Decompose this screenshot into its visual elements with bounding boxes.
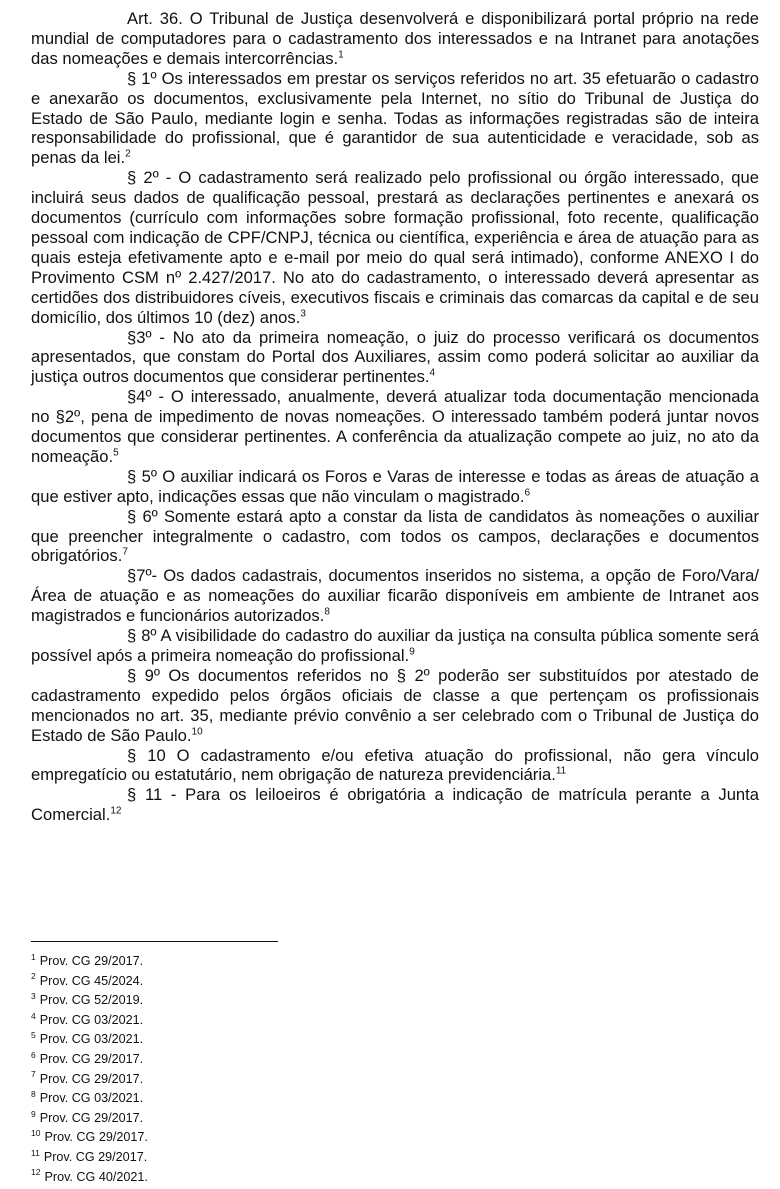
- footnote: [31, 952, 631, 972]
- footnote-number: 5: [31, 1030, 36, 1041]
- footnote-number: 9: [31, 1108, 36, 1119]
- footnote: [31, 1011, 631, 1031]
- document-body: [31, 9, 759, 825]
- footnote-ref: 3: [300, 308, 306, 320]
- footnote-ref: 4: [429, 367, 436, 379]
- paragraph-text: § 5º O auxiliar indicará os Foros e Varas de interesse e todas as áreas de atuação a que estiver apto, indicações essas que não vinculam o magistrado.: [31, 466, 759, 506]
- footnote-number: 12: [31, 1167, 41, 1178]
- footnote-text: Prov. CG 29/2017.: [39, 954, 144, 968]
- paragraph-text: §4º - O interessado, anualmente, deverá atualizar toda documentação mencionada no §2º, pena de impedimento de novas nomeações. O interessado também poderá juntar novos documentos que considerar pertinentes. A conferência da atualização compete ao juiz, no ato da nomeação.: [31, 387, 759, 466]
- footnote-text: Prov. CG 29/2017.: [39, 1110, 144, 1125]
- paragraph-8: [31, 626, 759, 666]
- paragraph-5: [31, 467, 759, 507]
- footnote: [31, 1128, 631, 1148]
- paragraph-10: [31, 746, 759, 786]
- footnote-text: Prov. CG 03/2021.: [39, 1091, 144, 1106]
- footnote-ref: 6: [524, 487, 531, 499]
- footnote: [31, 972, 631, 992]
- footnote-ref: 1: [338, 49, 344, 61]
- footnote: [31, 991, 631, 1011]
- footnote-ref: 11: [555, 765, 567, 777]
- footnote-text: Prov. CG 45/2024.: [39, 973, 144, 988]
- footnote-text: Prov. CG 29/2017.: [39, 1051, 144, 1066]
- footnote-number: 7: [31, 1069, 36, 1080]
- paragraph-text: § 9º Os documentos referidos no § 2º poderão ser substituídos por atestado de cadastramento expedido pelos órgãos oficiais de classe a que pertençam os profissionais mencionados no art. 35, mediante prévio convênio a ser celebrado com o Tribunal de Justiça do Estado de São Paulo.: [31, 665, 759, 745]
- footnotes: [31, 952, 631, 1187]
- paragraph-4: [31, 387, 759, 467]
- footnote-ref: 12: [110, 805, 122, 817]
- paragraph-9: [31, 666, 759, 746]
- paragraph-text: § 1º Os interessados em prestar os serviços referidos no art. 35 efetuarão o cadastro e anexarão os documentos, exclusivamente pela Internet, no sítio do Tribunal de Justiça do Estado de São Paulo, mediante login e senha. Todas as informações registradas são de inteira responsabilidade do profissional, que é garantidor de sua autenticidade e veracidade, sob as penas da lei.: [31, 68, 759, 168]
- footnote-number: 11: [31, 1147, 40, 1158]
- paragraph-2: [31, 168, 759, 327]
- paragraph-1: [31, 69, 759, 169]
- paragraph-text: §3º - No ato da primeira nomeação, o juiz do processo verificará os documentos apresentados, que constam do Portal dos Auxiliares, assim como poderá solicitar ao auxiliar da justiça outros documentos que considerar pertinentes.: [31, 327, 759, 387]
- footnote-ref: 8: [324, 606, 330, 618]
- footnote: [31, 1109, 631, 1129]
- footnote-text: Prov. CG 29/2017.: [44, 1130, 148, 1145]
- paragraph-6: [31, 507, 759, 567]
- paragraph-text: § 8º A visibilidade do cadastro do auxiliar da justiça na consulta pública somente será possível após a primeira nomeação do profissional.: [31, 626, 759, 665]
- footnote-number: 8: [31, 1088, 36, 1099]
- footnote: [31, 1168, 631, 1188]
- footnote-ref: 10: [191, 726, 203, 738]
- footnote-text: Prov. CG 29/2017.: [43, 1149, 148, 1164]
- footnote-text: Prov. CG 03/2021.: [39, 1012, 144, 1027]
- paragraph-7: [31, 566, 759, 626]
- footnote-ref: 7: [122, 546, 128, 558]
- footnote-text: Prov. CG 29/2017.: [39, 1071, 144, 1086]
- paragraph-11: [31, 785, 759, 825]
- footnote-number: 6: [31, 1049, 36, 1060]
- footnote-ref: 2: [125, 148, 131, 160]
- paragraph-text: § 2º - O cadastramento será realizado pelo profissional ou órgão interessado, que incluirá seus dados de qualificação pessoal, prestará as declarações pertinentes e anexará os documentos (currículo com informações sobre formação profissional, foto recente, qualificação pessoal com indicação de CPF/CNPJ, técnica ou científica, experiência e área de atuação para as quais esteja efetivamente apto e e-mail por meio do qual será intimado), conforme ANEXO I do Provimento CSM nº 2.427/2017. No ato do cadastramento, o interessado deverá apresentar as certidões dos distribuidores cíveis, executivos fiscais e criminais das comarcas da capital e de seu domicílio, dos últimos 10 (dez) anos.: [31, 168, 759, 327]
- footnote-number: 4: [31, 1010, 36, 1021]
- footnote-number: 10: [31, 1128, 41, 1139]
- paragraph-text: §7º- Os dados cadastrais, documentos inseridos no sistema, a opção de Foro/Vara/Área de atuação e as nomeações do auxiliar ficarão disponíveis em ambiente de Intranet aos magistrados e funcionários autorizados.: [31, 566, 759, 626]
- paragraph-text: § 10 O cadastramento e/ou efetiva atuação do profissional, não gera vínculo empregatício ou estatutário, nem obrigação de natureza previdenciária.: [31, 745, 759, 785]
- footnote: [31, 1050, 631, 1070]
- footnote-separator: [31, 941, 278, 942]
- paragraph-3: [31, 328, 759, 388]
- footnote-number: 1: [31, 951, 36, 962]
- footnote-number: 2: [31, 971, 36, 982]
- footnote-text: Prov. CG 03/2021.: [39, 1032, 144, 1047]
- footnote-text: Prov. CG 52/2019.: [39, 993, 144, 1008]
- footnote: [31, 1030, 631, 1050]
- paragraph-text: § 11 - Para os leiloeiros é obrigatória a indicação de matrícula perante a Junta Comercial.: [31, 785, 759, 825]
- article-36-caput: [31, 9, 759, 69]
- paragraph-text: Art. 36. O Tribunal de Justiça desenvolverá e disponibilizará portal próprio na rede mundial de computadores para o cadastramento dos interessados e na Intranet para anotações das nomeações e demais intercorrências.: [31, 9, 759, 68]
- footnote: [31, 1089, 631, 1109]
- footnote-text: Prov. CG 40/2021.: [44, 1169, 148, 1184]
- footnote: [31, 1070, 631, 1090]
- footnote-ref: 9: [409, 646, 415, 658]
- footnote: [31, 1148, 631, 1168]
- paragraph-text: § 6º Somente estará apto a constar da lista de candidatos às nomeações o auxiliar que preencher integralmente o cadastro, com todos os campos, declarações e documentos obrigatórios.: [31, 506, 759, 566]
- footnote-ref: 5: [113, 447, 119, 459]
- footnote-number: 3: [31, 991, 36, 1001]
